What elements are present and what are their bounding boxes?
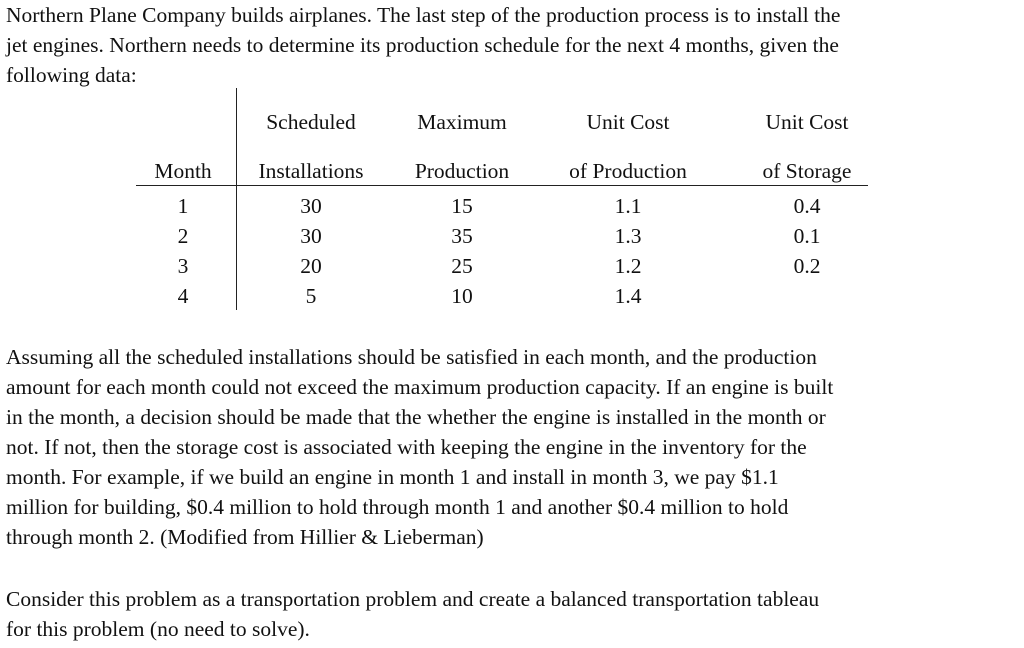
assumption-line: in the month, a decision should be made that the whether the engine is installed in the month or: [6, 405, 826, 429]
table-cell: 25: [451, 254, 473, 278]
table-cell: 30: [300, 194, 322, 218]
table-cell: 0.2: [793, 254, 821, 278]
header-installations: Installations: [258, 159, 364, 183]
task-line: for this problem (no need to solve).: [6, 617, 310, 641]
table-cell: 1.4: [614, 284, 642, 308]
intro-line: Northern Plane Company builds airplanes. The last step of the production process is to install the: [6, 3, 841, 27]
assumption-line: Assuming all the scheduled installations should be satisfied in each month, and the production: [6, 345, 817, 369]
assumption-line: amount for each month could not exceed the maximum production capacity. If an engine is built: [6, 375, 834, 399]
task-line: Consider this problem as a transportation problem and create a balanced transportation tableau: [6, 587, 820, 611]
header-month: Month: [154, 159, 212, 183]
header-maximum: Maximum: [417, 110, 507, 134]
table-cell: 35: [451, 224, 473, 248]
table-cell: 15: [451, 194, 473, 218]
header-unit-cost-production: Unit Cost: [586, 110, 670, 134]
assumption-line: not. If not, then the storage cost is associated with keeping the engine in the inventory for the: [6, 435, 807, 459]
table-cell: 1.2: [614, 254, 642, 278]
table-vertical-divider: [236, 88, 237, 310]
assumption-line: through month 2. (Modified from Hillier & Lieberman): [6, 525, 484, 549]
task-paragraph: [6, 584, 819, 644]
table-cell: 1.1: [614, 194, 642, 218]
table-cell: 5: [305, 284, 317, 308]
assumption-paragraph: [6, 342, 833, 552]
table-cell: 4: [177, 284, 189, 308]
table-cell: 1: [177, 194, 189, 218]
table-cell: 0.4: [793, 194, 821, 218]
table-cell: 20: [300, 254, 322, 278]
header-of-storage: of Storage: [762, 159, 852, 183]
header-unit-cost-storage: Unit Cost: [765, 110, 849, 134]
table-cell: 3: [177, 254, 189, 278]
assumption-line: million for building, $0.4 million to hold through month 1 and another $0.4 million to hold: [6, 495, 789, 519]
header-production: Production: [414, 159, 510, 183]
header-scheduled: Scheduled: [266, 110, 356, 134]
table-cell: 2: [177, 224, 189, 248]
assumption-line: month. For example, if we build an engine in month 1 and install in month 3, we pay $1.1: [6, 465, 779, 489]
intro-line: jet engines. Northern needs to determine its production schedule for the next 4 months, given the: [6, 33, 839, 57]
table-cell: 1.3: [614, 224, 642, 248]
table-cell: 10: [451, 284, 473, 308]
header-of-production: of Production: [569, 159, 687, 183]
intro-line: following data:: [6, 63, 137, 87]
table-cell: 30: [300, 224, 322, 248]
table-cell: 0.1: [793, 224, 821, 248]
